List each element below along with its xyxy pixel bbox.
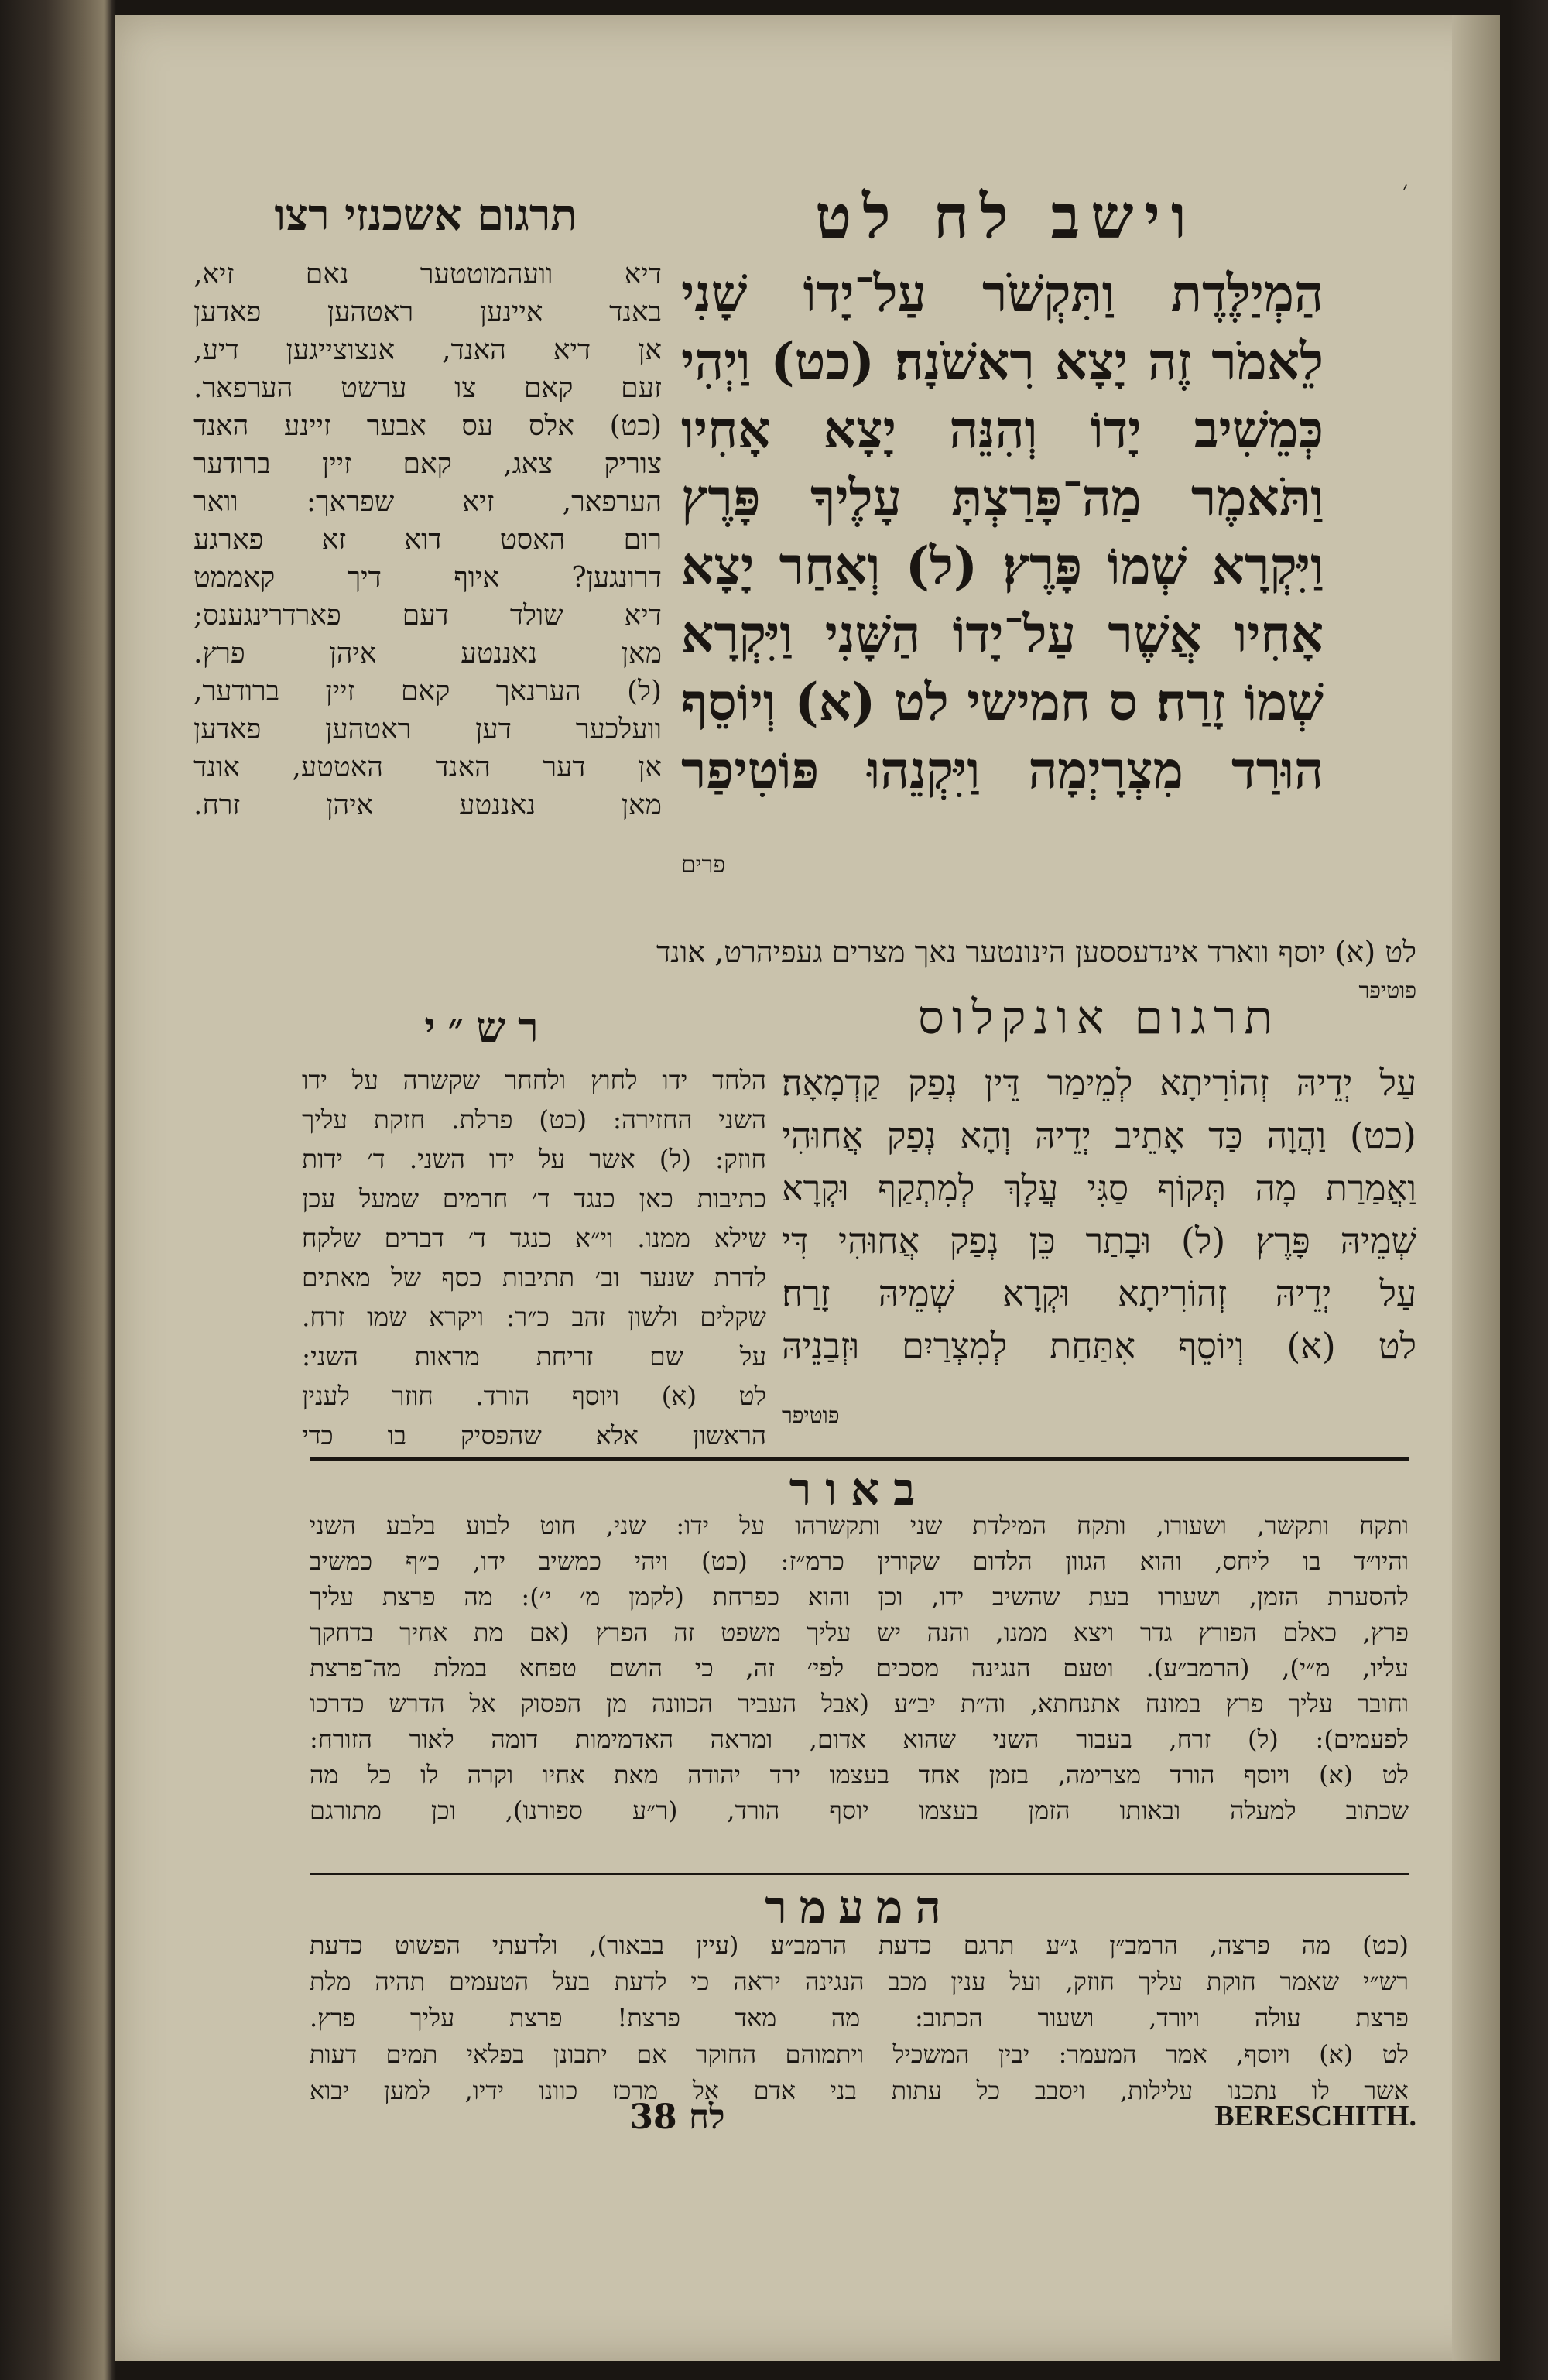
main-heading: וישב לח לט: [815, 182, 1197, 252]
hebrew-line: הוּרַד מִצְרָיְמָה וַיִּקְנֵהוּ פּוֹטִיפַר: [681, 740, 1324, 800]
meamar-line: אשר לו נתכנו עלילות, ויסבב כל עתות בני אדם אל מרכז כוונו ידיו, למען יבוא: [310, 2076, 1409, 2105]
yiddish-line: צוריק צאג, קאם זיין ברודער: [194, 448, 662, 480]
onkelos-line: (כט) וַהֲוָה כַּד אָתֵיב יְדֵיהּ וְהָא נְפַק אֲחוּהִי: [782, 1115, 1416, 1156]
rashi-line: כתיבות כאן כנגד ד׳ חרמים שמעל עכן: [302, 1183, 766, 1214]
hebrew-line: כְּמֵשִׁיב יָדוֹ וְהִנֵּה יָצָא אָחִיו: [681, 399, 1324, 460]
rashi-column: [302, 1060, 766, 1455]
section-divider: [310, 1457, 1409, 1461]
hebrew-line: הַמְיַלֶּדֶת וַתִּקְשֹׁר עַל־יָדוֹ שָׁנִי: [681, 263, 1324, 324]
biur-line: לפעמים): (ל) זרח, בעבור השני שהוא אדום, ומראה האדמימות דומה לאור הזורח:: [310, 1724, 1409, 1754]
onkelos-line: עַל יְדֵיהּ זְהוֹרִיתָא לְמֵימַר דֵּין נְפַק קַדְמָאָה׃: [782, 1062, 1416, 1104]
yiddish-line: אן דער האנד האטטע, אונד: [194, 752, 662, 783]
meamar-line: רש״י שאמר חוקת עליך חוזק, ועל ענין מכב הנגינה יראה כי לדעת בעל הטעמים תהיה מלת: [310, 1967, 1409, 1996]
yiddish-line: באנד איינען ראטהען פאדען: [194, 296, 662, 328]
hebrew-line: וַיִּקְרָא שְׁמוֹ פָּרֶץ׃ (ל) וְאַחַר יָצָא: [681, 536, 1324, 596]
meamar-line: פרצת עולה ויורד, ושעור הכתוב: מה מאד פרצת! פרצת עליך פרץ.: [310, 2003, 1409, 2032]
rashi-line: לדרת שנער וב׳ תתיבות כסף של מאתים: [302, 1262, 766, 1293]
yiddish-line: דיא וועהמוטטער נאם זיא,: [194, 259, 662, 290]
corner-mark: ׳: [1402, 176, 1408, 204]
hebrew-catchword: פרים: [681, 851, 726, 878]
page-edge: [1452, 15, 1500, 2361]
onkelos-line: לט (א) וְיוֹסֵף אִתַּחַת לְמִצְרַיִם וּזְבַנֵיהּ: [782, 1325, 1416, 1367]
yiddish-line: (ל) הערנאך קאם זיין ברודער,: [194, 676, 662, 707]
book-title: BERESCHITH.: [1214, 2100, 1416, 2132]
onkelos-catchword: פוטיפר: [782, 1402, 840, 1428]
rashi-line: שקלים ולשון זהב כ״ר: ויקרא שמו זרח.: [302, 1302, 766, 1332]
yiddish-line: הערפאר, זיא שפראך: וואר: [194, 486, 662, 518]
translation-note-catchword: פוטיפר: [1358, 978, 1416, 1003]
rashi-line: השני החזירה: (כט) פרלת. חזקת עליך: [302, 1104, 766, 1135]
yiddish-line: וועלכער דען ראטהען פאדען: [194, 714, 662, 745]
yiddish-line: רום האסט דוא זא פארגע: [194, 524, 662, 556]
yiddish-line: מאן נאננטע איהן זרח.: [194, 789, 662, 821]
yiddish-line: זעם קאם צו ערשט הערפאר.: [194, 372, 662, 404]
biur-line: והיו״ד בו ליחס, והוא הגוון הלדום שקורין כרמ״ז: (כט) ויהי כמשיב ידו, כ״ף כמשיב: [310, 1546, 1409, 1576]
rashi-line: חוזק: (ל) אשר על ידו השני. ד׳ ידות: [302, 1144, 766, 1174]
hebrew-line: לֵאמֹר זֶה יָצָא רִאשֹׁנָה׃ (כט) וַיְהִי: [681, 331, 1324, 392]
onkelos-column: [782, 1056, 1416, 1372]
hebrew-line: שְׁמוֹ זָרַח׃ ס חמישי לט (א) וְיוֹסֵף: [681, 672, 1324, 732]
onkelos-line: עַל יְדֵיהּ זְהוֹרִיתָא וּקְרָא שְׁמֵיהּ זָרַח׃: [782, 1272, 1416, 1314]
yiddish-line: (כט) אלס עס אבער זיינע האנד: [194, 410, 662, 442]
rashi-line: על שם זריחת מראות השני:: [302, 1341, 766, 1371]
rashi-line: הראשון אלא שהפסיק בו כדי: [302, 1420, 766, 1450]
rashi-heading: רש״י: [424, 1002, 551, 1052]
hebrew-line: אָחִיו אֲשֶׁר עַל־יָדוֹ הַשָּׁנִי וַיִּקְרָא: [681, 604, 1324, 664]
page-number: 38 לח: [629, 2097, 725, 2137]
meamar-line: (כט) מה פרצה, הרמב״ן ג״ע תרגם כדעת הרמב״ע (עיין בבאור), ולדעתי הפשוט כדעת: [310, 1930, 1409, 1960]
biur-line: פרץ, כאלם הפורץ גדר ויצא ממנו, והנה יש עליך משפט זה הפרץ (אם מת אחיך בדחקך: [310, 1618, 1409, 1647]
biur-line: וחובר עליך פרץ במונח אתנחתא, וה״ת יב״ע (אבל העביר הכוונה מן הפסוק אל הדרש כדרכו: [310, 1689, 1409, 1718]
section-divider-2: [310, 1873, 1409, 1875]
yiddish-line: דרונגען? איוף דיך קאממט: [194, 562, 662, 594]
biur-line: שכתוב למעלה ובאותו הזמן בעצמו יוסף הורד, (ר״ע ספורנו), וכן מתורגם: [310, 1796, 1409, 1825]
meamar-column: [310, 1927, 1409, 2109]
yiddish-heading: תרגום אשכנזי רצו: [274, 190, 577, 241]
yiddish-line: דיא שולד דעם פארדרינגענס;: [194, 600, 662, 632]
onkelos-line: שְׁמֵיהּ פָּרֶץ׃ (ל) וּבָתַר כֵּן נְפַק אֲחוּהִי דִּי: [782, 1220, 1416, 1262]
biur-heading: באור: [789, 1463, 930, 1515]
translation-note-line: לט (א) יוסף ווארד אינדעססען הינונטער נאך מצרים געפיהרט, אונד: [656, 935, 1416, 969]
rashi-line: הלחד ידו לחוץ ולחחר שקשרה על ידו: [302, 1065, 766, 1095]
biur-line: להסערת הזמן, ושעורו בעת שהשיב ידו, וכן והוא כפרחת (לקמן מ׳ י׳): מה פרצת עליך: [310, 1582, 1409, 1611]
hebrew-line: וַתֹּאמֶר מַה־פָּרַצְתָּ עָלֶיךָ פָּרֶץ: [681, 467, 1324, 528]
onkelos-heading: תרגום אונקלוס: [917, 991, 1281, 1045]
biur-line: עליו, מ״י), (הרמב״ע). וטעם הנגינה מסכים לפי׳ זה, כי הושם טפחא במלת מה־פרצת: [310, 1653, 1409, 1683]
biur-line: ותקח ותקשר, ושעורו, ותקח המילדת שני ותקשרהו על ידו: שני, חוט לבוע בלבע השני: [310, 1511, 1409, 1540]
meamar-heading: המעמר: [765, 1881, 954, 1933]
meamar-line: לט (א) ויוסף, אמר המעמר: יבין המשכיל ויתמוהם החוקר אם יתבונן בפלאי תמים דעות: [310, 2039, 1409, 2069]
hebrew-text-column: [681, 259, 1324, 804]
yiddish-line: מאן נאננטע איהן פרץ.: [194, 638, 662, 669]
rashi-line: שילא ממנו. וי״א כנגד ד׳ דברים שלקח: [302, 1223, 766, 1253]
biur-column: [310, 1508, 1409, 1828]
biur-line: לט (א) ויוסף הורד מצרימה, בזמן אחד בעצמו ירד יהודה מאת אחיו וקרה לו כל מה: [310, 1760, 1409, 1789]
rashi-line: לט (א) ויוסף הורד. חוזר לענין: [302, 1381, 766, 1411]
onkelos-line: וַאֲמַרַת מָה תְּקוֹף סַגִּי עֲלָךְ לְמִתְקַף וּקְרָא: [782, 1167, 1416, 1209]
yiddish-line: אן דיא האנד, אנצוצייגען דיע,: [194, 334, 662, 366]
yiddish-translation-column: [194, 255, 662, 824]
